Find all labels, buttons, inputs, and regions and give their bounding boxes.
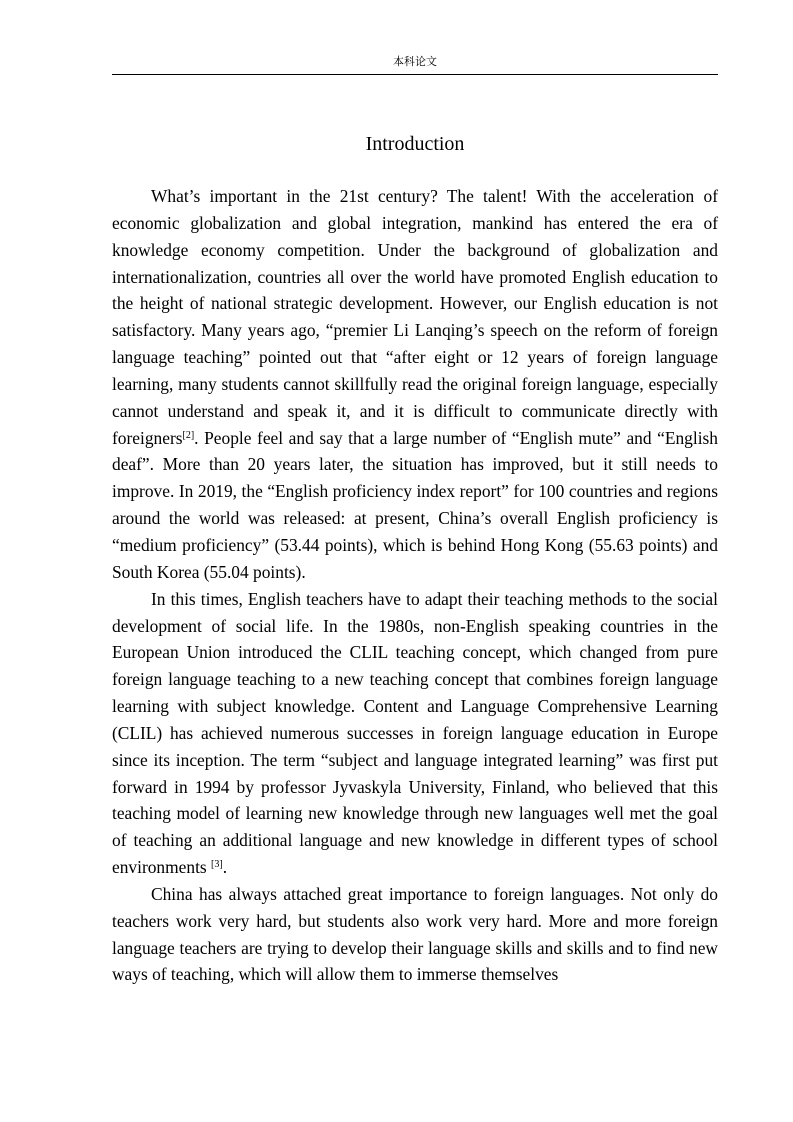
paragraph-1 xyxy=(112,183,718,586)
body-text xyxy=(112,183,718,988)
paragraph-text: China has always attached great importance to foreign languages. Not only do teachers work very hard, but students also work very hard. More and more foreign language teachers are trying to develop their language skills and skills and to find new ways of teaching, which will allow them to immerse themselves xyxy=(112,883,718,985)
paragraph-text: In this times, English teachers have to adapt their teaching methods to the social development of social life. In the 1980s, non-English speaking countries in the European Union introduced the CLIL teaching concept, which changed from pure foreign language teaching to a new teaching concept that combines foreign language learning with subject knowledge. Content and Language Comprehensive Learning (CLIL) has achieved numerous successes in foreign language education in Europe since its inception. The term “subject and language integrated learning” was first put forward in 1994 by professor Jyvaskyla University, Finland, who believed that this teaching model of learning new knowledge through new languages well met the goal of teaching an additional language and new knowledge in different types of school environments xyxy=(112,588,718,878)
citation-ref: [3] xyxy=(211,859,223,871)
page-header xyxy=(112,52,718,75)
paragraph-3 xyxy=(112,881,718,988)
paragraph-2 xyxy=(112,586,718,881)
section-title: Introduction xyxy=(365,133,465,155)
header-text: 本科论文 xyxy=(393,56,437,68)
citation-ref: [2] xyxy=(182,429,195,441)
paragraph-text: . xyxy=(222,857,228,878)
paragraph-text: . People feel and say that a large number of “English mute” and “English deaf”. More than 20 years later, the situation has improved, but it still needs to improve. In 2019, the “English proficiency index report” for 100 countries and regions around the world was released: at present, China’s overall English proficiency is “medium proficiency” (53.44 points), which is behind Hong Kong (55.63 points) and South Korea (55.04 points). xyxy=(112,427,718,582)
paragraph-text: What’s important in the 21st century? The talent! With the acceleration of economic globalization and global integration, mankind has entered the era of knowledge economy competition. Under the background of globalization and internationalization, countries all over the world have promoted English education to the height of national strategic development. However, our English education is not satisfactory. Many years ago, “premier Li Lanqing’s speech on the reform of foreign language teaching” pointed out that “after eight or 12 years of foreign language learning, many students cannot skillfully read the original foreign language, especially cannot understand and speak it, and it is difficult to communicate directly with foreigners xyxy=(112,186,718,448)
